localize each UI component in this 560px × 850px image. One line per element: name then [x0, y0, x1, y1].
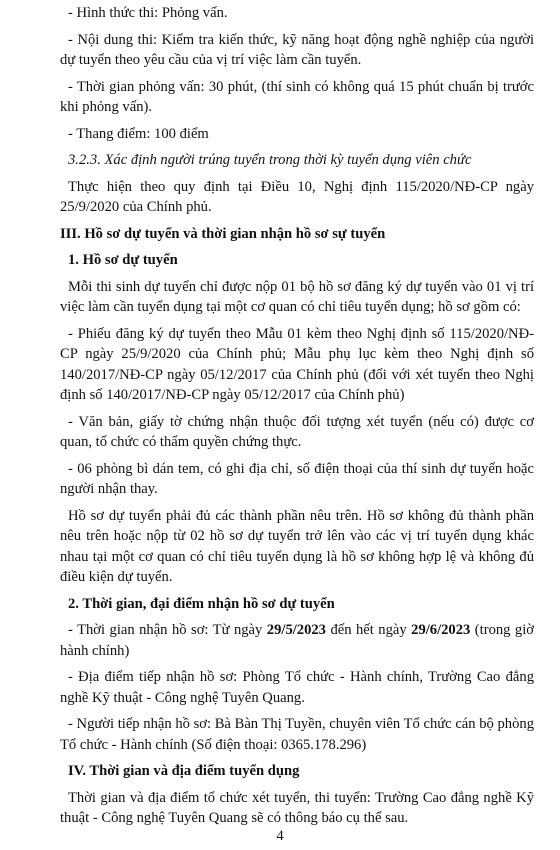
start-date: 29/5/2023 [266, 622, 326, 638]
submission-period-middle: đến hết ngày [325, 622, 412, 638]
subsection-2-heading: 2. Thời gian, đại điểm nhận hồ sơ dự tuyển [68, 595, 335, 612]
section-iii-heading: III. Hồ sơ dự tuyển và thời gian nhận hồ sơ sự tuyển [60, 225, 386, 242]
section-iv-heading: IV. Thời gian và địa điểm tuyển dụng [68, 763, 300, 779]
interview-duration: - Thời gian phỏng vấn: 30 phút, (thí sinh có không quá 15 phút chuẩn bị trước khi phỏng vấn). [60, 78, 534, 115]
schedule-notice: Thời gian và địa điểm tổ chức xét tuyển, thi tuyển: Trường Cao đẳng nghề Kỹ thuật - Công nghệ Tuyên Quang sẽ có thông báo cụ thể sau. [60, 789, 534, 826]
subsection-1-heading: 1. Hồ sơ dự tuyển [68, 252, 178, 268]
envelope-item: - 06 phòng bì dán tem, có ghi địa chỉ, số điện thoại của thí sinh dự tuyển hoặc người nhận thay. [60, 460, 534, 497]
registration-form-item: - Phiếu đăng ký dự tuyển theo Mẫu 01 kèm theo Nghị định số 115/2020/NĐ-CP ngày 25/9/2020 của Chính phủ; Mẫu phụ lục kèm theo Nghị định số 140/2017/NĐ-CP ngày 05/12/2017 của Chính phủ (đối với xét tuyển theo Nghị định số 140/2017/NĐ-CP ngày 05/12/2017 của Chính phủ) [60, 325, 534, 403]
section-3-2-3-title: 3.2.3. Xác định người trúng tuyển trong thời kỳ tuyển dụng viên chức [68, 152, 472, 168]
certificate-item: - Văn bản, giấy tờ chứng nhận thuộc đối tượng xét tuyển (nếu có) được cơ quan, tổ chức có thẩm quyền chứng thực. [60, 413, 534, 450]
exam-format: - Hình thức thi: Phỏng vấn. [68, 5, 228, 21]
dossier-validity-note: Hồ sơ dự tuyển phải đủ các thành phần nêu trên. Hồ sơ không đủ thành phần nêu trên hoặc nộp từ 02 hồ sơ dự tuyển trở lên vào các vị trí tuyển dụng khác nhau tại một cơ quan có chỉ tiêu tuyển dụng là hồ sơ không hợp lệ và không đủ điều kiện dự tuyển. [60, 507, 534, 585]
receiving-person: - Người tiếp nhận hồ sơ: Bà Bàn Thị Tuyền, chuyên viên Tổ chức cán bộ phòng Tổ chức - Hành chính (Số điện thoại: 0365.178.296) [60, 716, 534, 753]
end-date: 29/6/2023 [411, 622, 471, 638]
regulation-reference: Thực hiện theo quy định tại Điều 10, Nghị định 115/2020/NĐ-CP ngày 25/9/2020 của Chính phủ. [60, 178, 534, 215]
score-scale: - Thang điểm: 100 điểm [68, 125, 209, 142]
submission-period-suffix: (trong giờ hành chính) [60, 622, 534, 659]
submission-location: - Địa điểm tiếp nhận hồ sơ: Phòng Tổ chức - Hành chính, Trường Cao đẳng nghề Kỹ thuật - Công nghệ Tuyên Quang. [60, 669, 534, 706]
exam-content: - Nội dung thi: Kiểm tra kiến thức, kỹ năng hoạt động nghề nghiệp của người dự tuyển theo yêu cầu của vị trí việc làm cần tuyển. [60, 31, 534, 68]
submission-period-prefix: - Thời gian nhận hồ sơ: Từ ngày [68, 622, 267, 638]
page-number: 4 [276, 828, 284, 844]
submission-period [60, 620, 534, 661]
dossier-intro: Mỗi thi sinh dự tuyển chỉ được nộp 01 bộ hồ sơ đăng ký dự tuyển vào 01 vị trí việc làm cần tuyển dụng tại một cơ quan có chỉ tiêu tuyển dụng; hồ sơ gồm có: [60, 278, 534, 315]
